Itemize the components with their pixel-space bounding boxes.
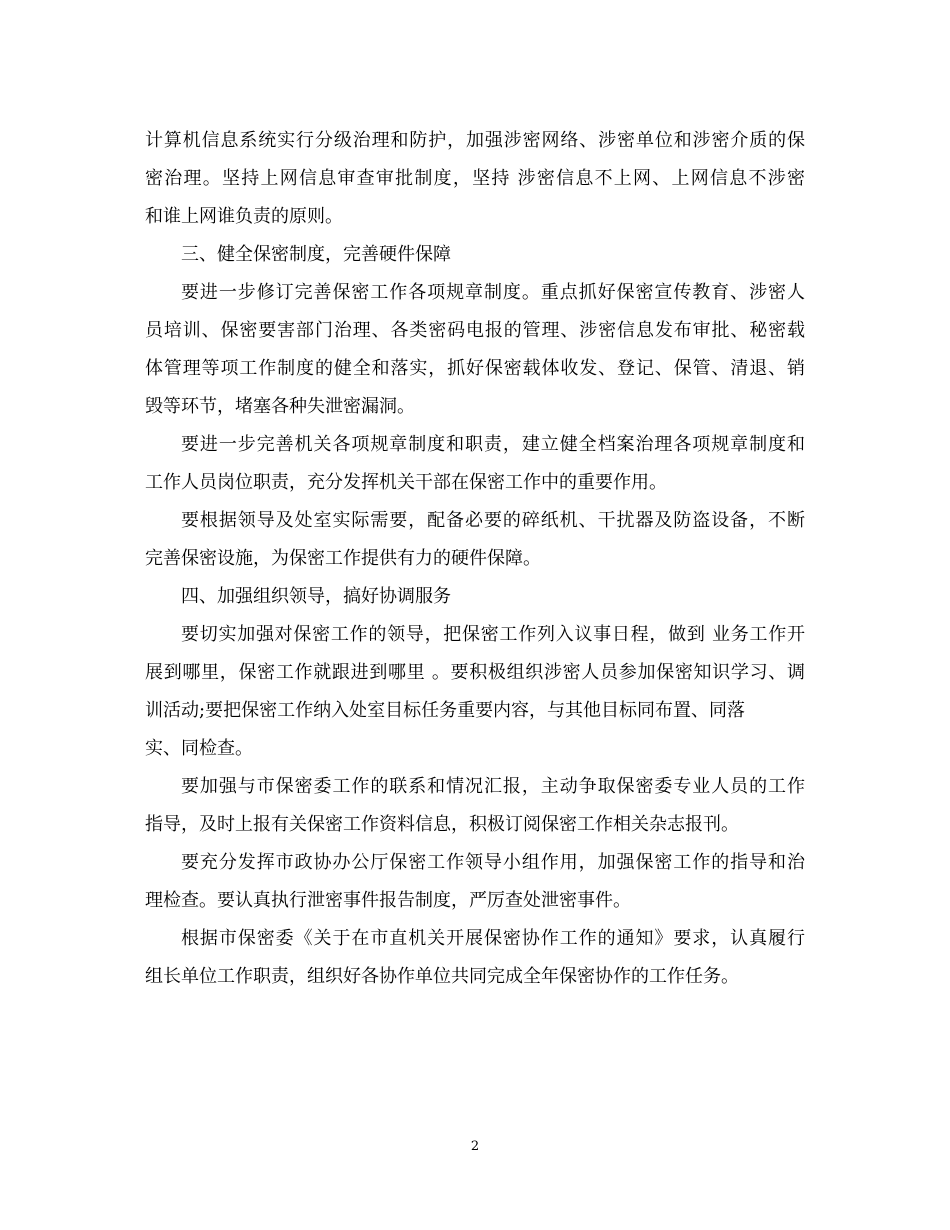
text-line: 训活动;要把保密工作纳入处室目标任务重要内容，与其他目标同布置、同落 — [145, 700, 746, 721]
text-line: 毁等环节，堵塞各种失泄密漏洞。 — [145, 396, 415, 417]
text-line: 实、同检查。 — [145, 738, 253, 759]
text-line: 要切实加强对保密工作的领导，把保密工作列入议事日程，做到 业务工作开 — [181, 624, 805, 645]
text-line: 根据市保密委《关于在市直机关开展保密协作工作的通知》要求，认真履行 — [181, 928, 805, 949]
text-line: 要进一步修订完善保密工作各项规章制度。重点抓好保密宣传教育、涉密人 — [181, 282, 805, 303]
text-line: 计算机信息系统实行分级治理和防护，加强涉密网络、涉密单位和涉密介质的保 — [145, 130, 805, 151]
text-line: 密治理。坚持上网信息审查审批制度，坚持 涉密信息不上网、上网信息不涉密 — [145, 168, 805, 189]
text-line: 要进一步完善机关各项规章制度和职责，建立健全档案治理各项规章制度和 — [181, 434, 805, 455]
text-line: 要充分发挥市政协办公厅保密工作领导小组作用，加强保密工作的指导和治 — [181, 852, 805, 873]
page-number: 2 — [470, 1139, 480, 1154]
text-line: 要根据领导及处室实际需要，配备必要的碎纸机、干扰器及防盗设备，不断 — [181, 510, 805, 531]
text-line: 组长单位工作职责，组织好各协作单位共同完成全年保密协作的工作任务。 — [145, 966, 739, 987]
text-line: 要加强与市保密委工作的联系和情况汇报，主动争取保密委专业人员的工作 — [181, 776, 805, 797]
text-line: 指导，及时上报有关保密工作资料信息，积极订阅保密工作相关杂志报刊。 — [145, 814, 739, 835]
text-line: 理检查。要认真执行泄密事件报告制度，严厉查处泄密事件。 — [145, 890, 631, 911]
text-line: 工作人员岗位职责，充分发挥机关干部在保密工作中的重要作用。 — [145, 472, 667, 493]
text-line: 员培训、保密要害部门治理、各类密码电报的管理、涉密信息发布审批、秘密载 — [145, 320, 805, 341]
section-heading: 三、健全保密制度，完善硬件保障 — [181, 244, 451, 265]
section-heading: 四、加强组织领导，搞好协调服务 — [181, 586, 451, 607]
text-line: 和谁上网谁负责的原则。 — [145, 206, 343, 227]
document-body — [145, 122, 805, 996]
text-line: 展到哪里，保密工作就跟进到哪里 。要积极组织涉密人员参加保密知识学习、调 — [145, 662, 805, 683]
text-line: 体管理等项工作制度的健全和落实，抓好保密载体收发、登记、保管、清退、销 — [145, 358, 805, 379]
text-line: 完善保密设施，为保密工作提供有力的硬件保障。 — [145, 548, 541, 569]
